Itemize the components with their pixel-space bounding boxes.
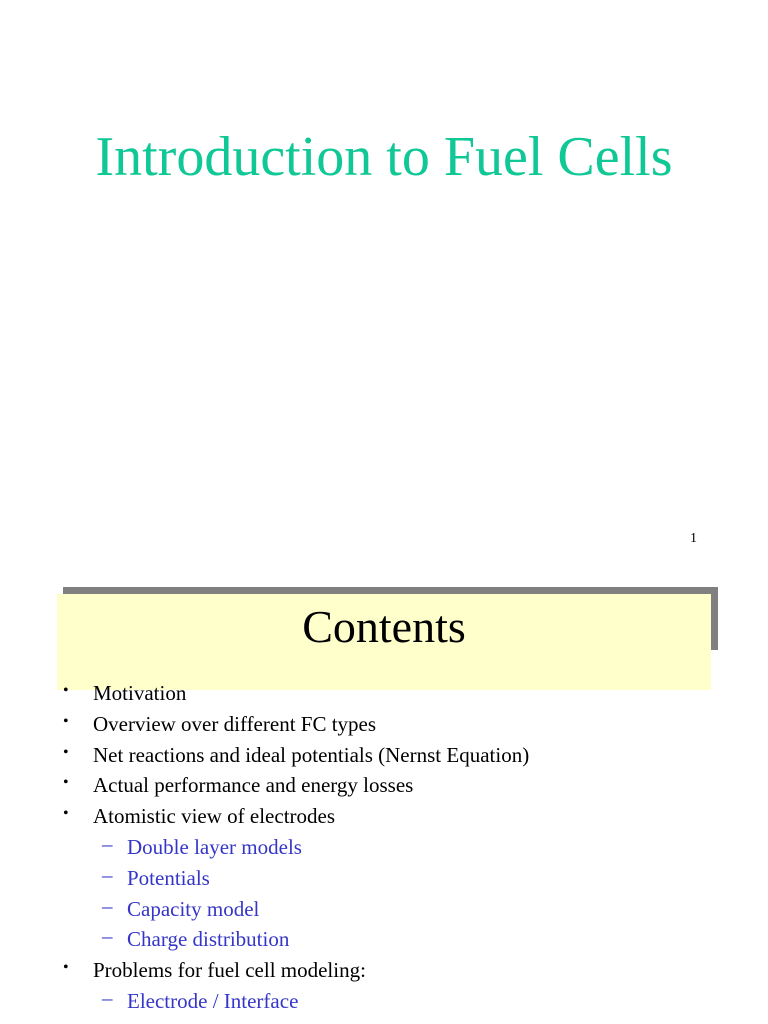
bullet-text: Motivation xyxy=(93,681,187,705)
contents-bullet-list xyxy=(0,678,768,1017)
bullet-dot-icon: • xyxy=(63,682,69,699)
sub-bullet-text: Charge distribution xyxy=(127,927,290,952)
bullet-item xyxy=(0,740,768,771)
bullet-text: Problems for fuel cell modeling: xyxy=(93,958,366,983)
bullet-dot-icon: • xyxy=(63,959,69,977)
bullet-item xyxy=(0,801,768,832)
sub-bullet-text: Capacity model xyxy=(127,896,260,921)
slide-title: Introduction to Fuel Cells xyxy=(95,126,673,188)
dash-icon: – xyxy=(102,893,113,918)
bullet-text: Actual performance and energy losses xyxy=(93,773,414,798)
bullet-dot-icon: • xyxy=(63,774,69,792)
bullet-item xyxy=(0,955,768,986)
sub-bullet-item xyxy=(0,986,768,1017)
bullet-dot-icon: • xyxy=(63,712,69,730)
dash-icon: – xyxy=(102,862,113,887)
bullet-item xyxy=(0,770,768,801)
dash-icon: – xyxy=(102,924,113,949)
sub-bullet-text: Potentials xyxy=(127,865,210,890)
sub-bullet-item xyxy=(0,863,768,894)
sub-bullet-item xyxy=(0,832,768,863)
bullet-text: Overview over different FC types xyxy=(93,711,377,736)
bullet-item xyxy=(0,709,768,740)
sub-bullet-text: Electrode / Interface xyxy=(127,988,299,1013)
contents-heading: Contents xyxy=(302,601,466,652)
dash-icon: – xyxy=(102,985,113,1010)
page-number: 1 xyxy=(690,531,697,546)
sub-bullet-item xyxy=(0,924,768,955)
bullet-dot-icon: • xyxy=(63,805,69,823)
bullet-dot-icon: • xyxy=(63,743,69,761)
sub-bullet-item xyxy=(0,894,768,925)
bullet-text: Net reactions and ideal potentials (Nernst Equation) xyxy=(93,742,530,767)
bullet-item xyxy=(0,678,768,709)
bullet-text: Atomistic view of electrodes xyxy=(93,804,336,829)
sub-bullet-text: Double layer models xyxy=(127,834,302,859)
dash-icon: – xyxy=(102,831,113,856)
